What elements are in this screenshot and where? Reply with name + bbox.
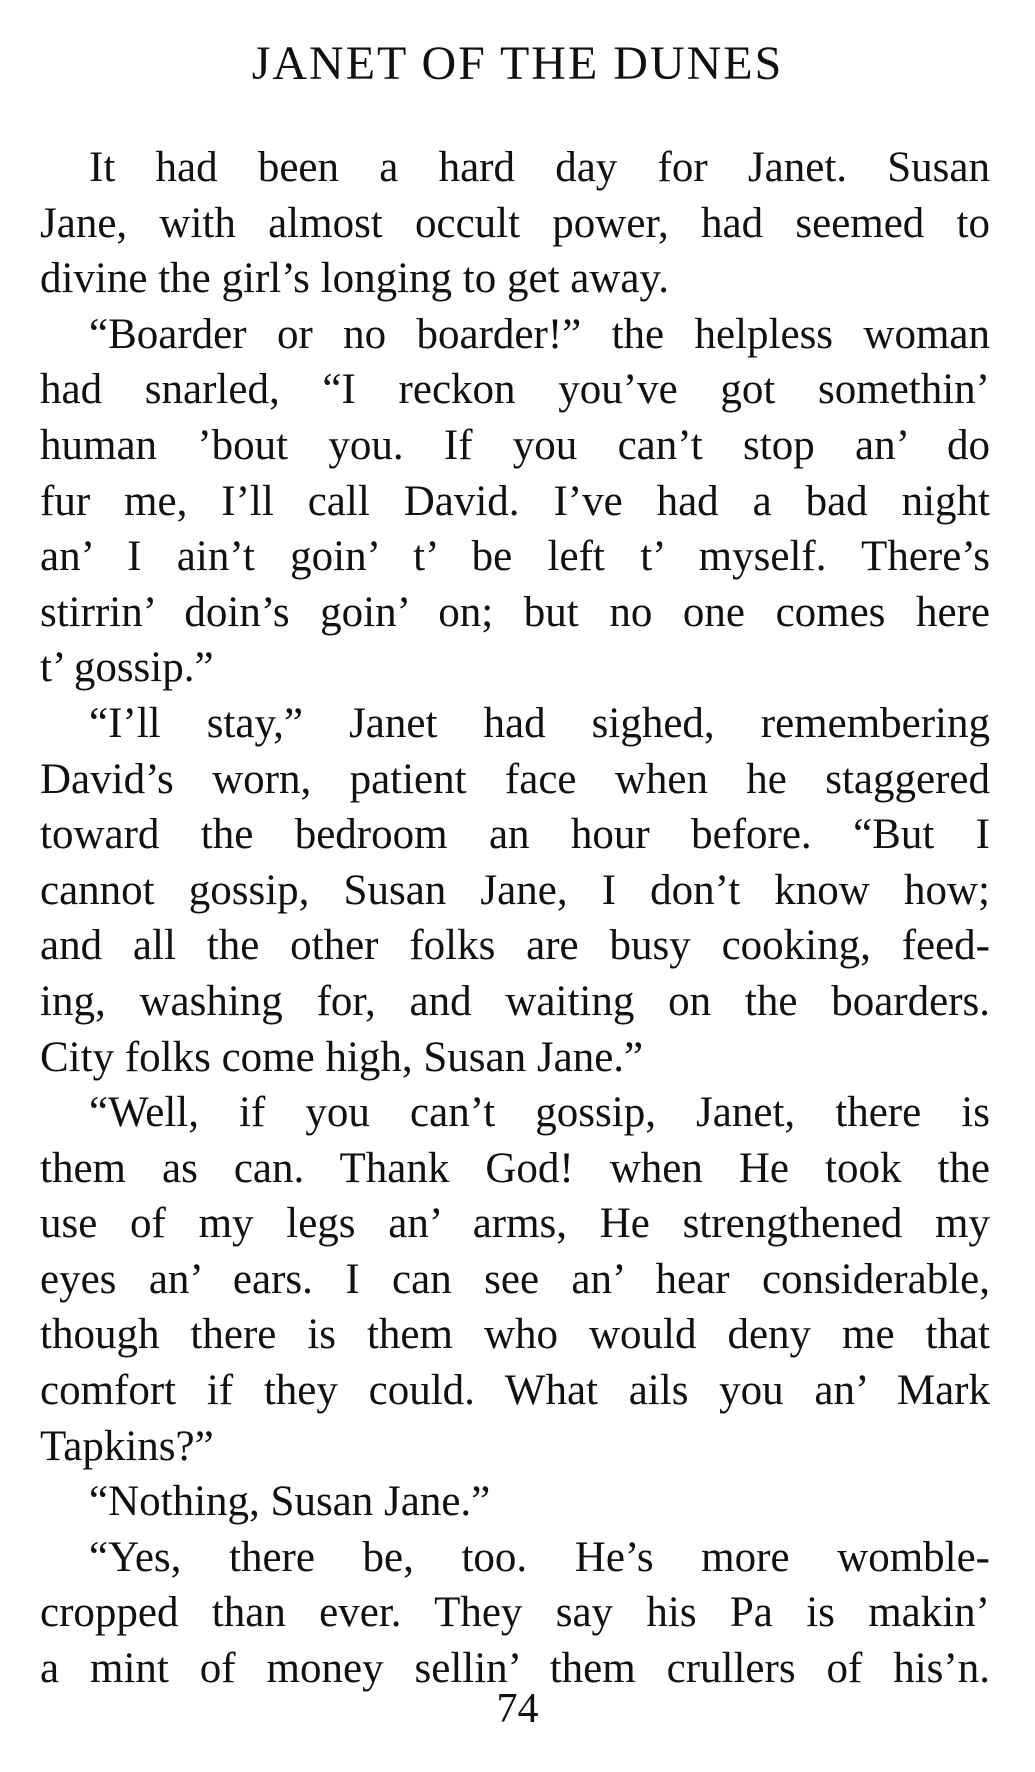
text-line: had snarled, “I reckon you’ve got somethin’ <box>40 366 990 414</box>
text-line: divine the girl’s longing to get away. <box>40 255 669 303</box>
text-line: a mint of money sellin’ them crullers of his’n. <box>40 1645 990 1693</box>
text-line: them as can. Thank God! when He took the <box>40 1144 990 1192</box>
text-line: “I’ll stay,” Janet had sighed, remembering <box>89 699 990 747</box>
text-line: City folks come high, Susan Jane.” <box>40 1033 644 1081</box>
running-head: JANET OF THE DUNES <box>251 37 784 90</box>
text-line: “Yes, there be, too. He’s more womble- <box>89 1533 990 1581</box>
text-line: It had been a hard day for Janet. Susan <box>89 144 990 191</box>
text-line: toward the bedroom an hour before. “But I <box>40 811 990 859</box>
text-line: “Well, if you can’t gossip, Janet, there is <box>89 1089 990 1137</box>
text-line: human ’bout you. If you can’t stop an’ do <box>40 421 990 469</box>
text-line: cannot gossip, Susan Jane, I don’t know how; <box>40 866 990 914</box>
text-line: eyes an’ ears. I can see an’ hear considerable, <box>40 1255 990 1303</box>
text-line: Tapkins?” <box>40 1422 214 1470</box>
text-line: cropped than ever. They say his Pa is makin’ <box>40 1589 990 1637</box>
text-line: t’ gossip.” <box>40 644 214 692</box>
text-line: Jane, with almost occult power, had seemed to <box>40 199 990 247</box>
text-line: “Boarder or no boarder!” the helpless woman <box>89 310 990 358</box>
text-line: use of my legs an’ arms, He strengthened my <box>40 1200 990 1248</box>
text-line: fur me, I’ll call David. I’ve had a bad night <box>40 477 990 525</box>
text-line: and all the other folks are busy cooking, feed- <box>40 922 990 970</box>
page-number: 74 <box>496 1686 539 1732</box>
text-line: “Nothing, Susan Jane.” <box>89 1478 491 1526</box>
text-line: comfort if they could. What ails you an’ Mark <box>40 1367 990 1415</box>
text-line: though there is them who would deny me that <box>40 1311 990 1359</box>
text-line: David’s worn, patient face when he staggered <box>40 755 990 803</box>
body-text <box>40 140 990 1697</box>
text-line: ing, washing for, and waiting on the boarders. <box>40 977 990 1025</box>
text-line: stirrin’ doin’s goin’ on; but no one comes here <box>40 588 990 636</box>
text-line: an’ I ain’t goin’ t’ be left t’ myself. There’s <box>40 533 990 581</box>
